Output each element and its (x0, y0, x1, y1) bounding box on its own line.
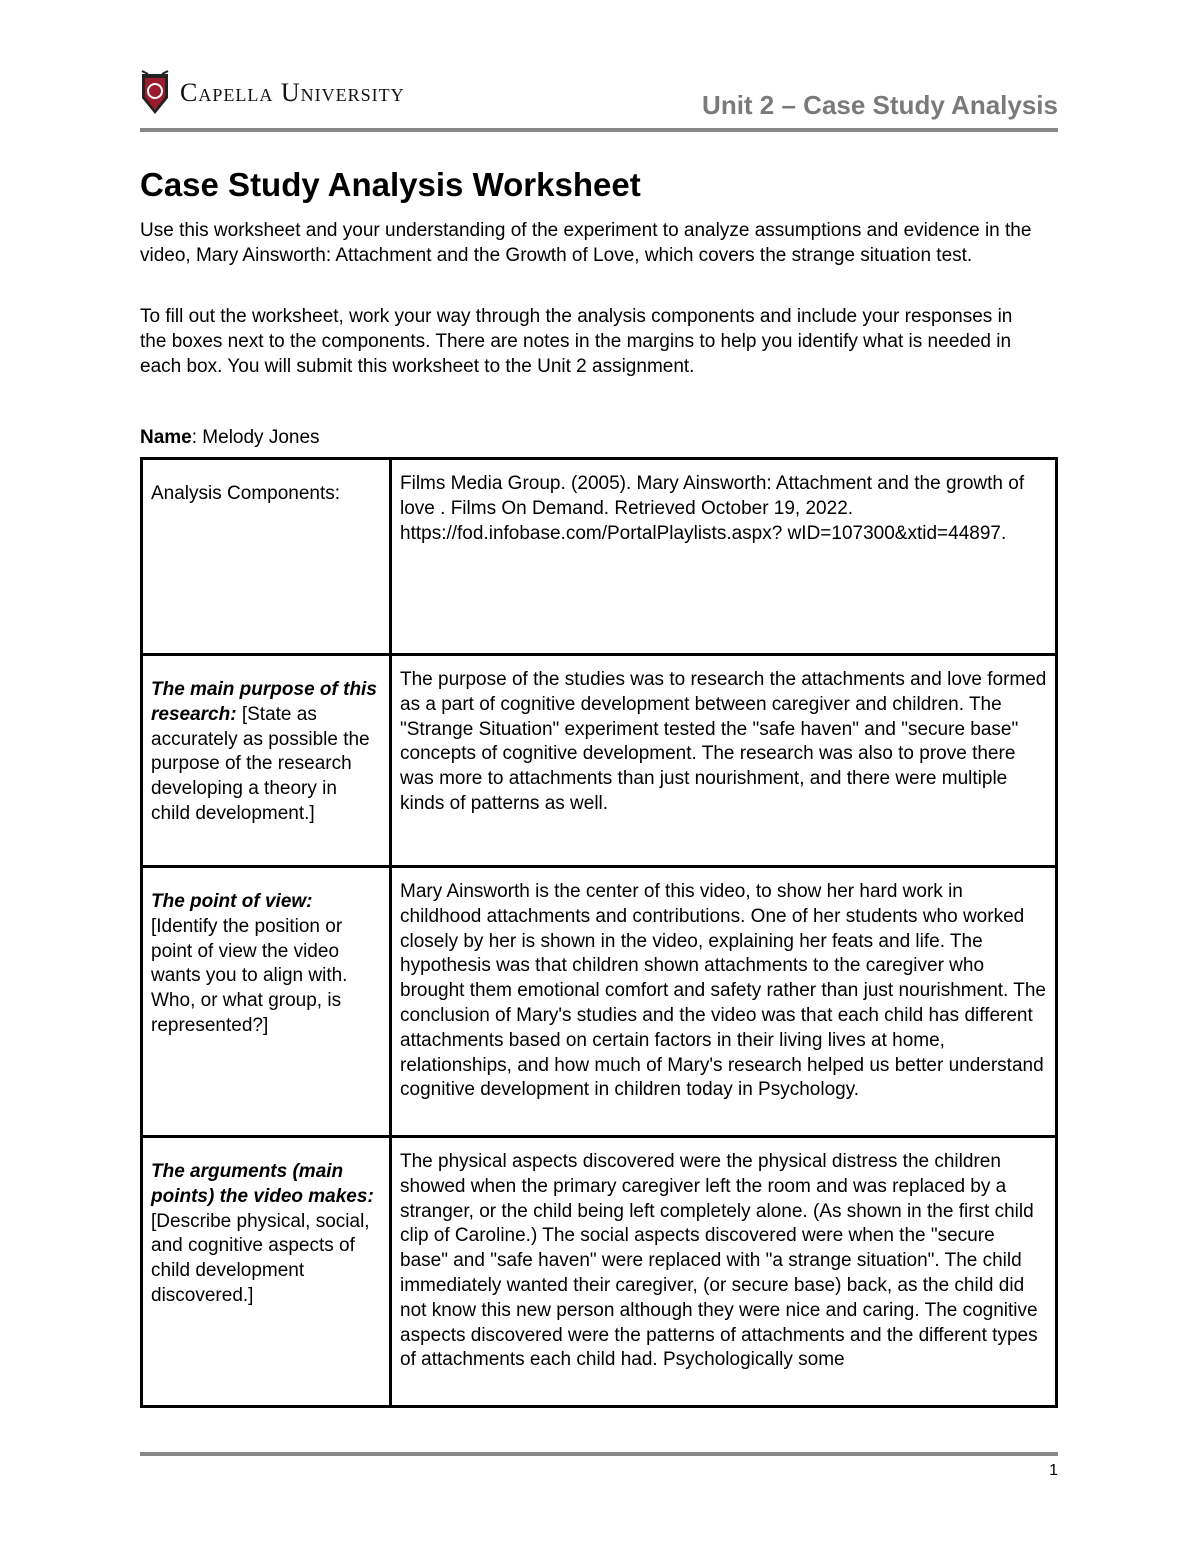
table-row (142, 1137, 1057, 1407)
component-cell (142, 655, 391, 867)
table-row (142, 867, 1057, 1137)
component-note: [Describe physical, social, and cognitive aspects of child development discovered.] (151, 1210, 370, 1306)
component-heading: The main purpose of this research: (151, 679, 377, 725)
capella-logo (140, 70, 405, 116)
response-cell: Films Media Group. (2005). Mary Ainsworth: Attachment and the growth of love . Films On Demand. Retrieved October 19, 2022. https://fod.infobase.com/PortalPlaylists.aspx? wID=107300&xtid=44897. (391, 459, 1057, 655)
component-note: [State as accurately as possible the purpose of the research developing a theory in child development.] (151, 703, 370, 824)
intro-paragraph-1: Use this worksheet and your understanding of the experiment to analyze assumptions and evidence in the video, Mary Ainsworth: Attachment and the Growth of Love, which covers the strange situation test. (140, 220, 1032, 266)
name-label: Name (140, 427, 192, 448)
capella-shield-icon (140, 70, 170, 116)
response-cell: The purpose of the studies was to research the attachments and love formed as a part of cognitive development between caregiver and children. The "Strange Situation" experiment tested the "safe haven" and "secure base" concepts of cognitive development. The research was also to prove there was more to attachments than just nourishment, and there were multiple kinds of patterns as well. (391, 655, 1057, 867)
component-cell (142, 867, 391, 1137)
table-row (142, 459, 1057, 655)
response-cell: The physical aspects discovered were the physical distress the children showed when the primary caregiver left the room and was replaced by a stranger, or the child being left completely alone. (As shown in the first child clip of Caroline.) The social aspects discovered were when the "secure base" and "safe haven" were replaced with "a strange situation". The child immediately wanted their caregiver, (or secure base) back, as the child did not know this new person although they were nice and caring. The cognitive aspects discovered were the patterns of attachments and the different types of attachments each child had. Psychologically some (391, 1137, 1057, 1407)
component-heading: The arguments (main points) the video makes: (151, 1161, 374, 1207)
table-row (142, 655, 1057, 867)
component-cell (142, 1137, 391, 1407)
header-divider (140, 128, 1058, 132)
analysis-table (140, 457, 1058, 1408)
university-name: Capella University (180, 78, 405, 107)
response-cell: Mary Ainsworth is the center of this video, to show her hard work in childhood attachments and contributions. One of her students who worked closely by her is shown in the video, explaining her feats and life. The hypothesis was that children shown attachments to the caregiver who brought them emotional comfort and safety rather than just nourishment. The conclusion of Mary's studies and the video was that each child has different attachments based on certain factors in their living lives at home, relationships, and how much of Mary's research helped us better understand cognitive development in children today in Psychology. (391, 867, 1057, 1137)
component-note: [Identify the position or point of view the video wants you to align with. Who, or what group, is represented?] (151, 915, 348, 1036)
component-heading: The point of view: (151, 891, 313, 912)
page-number: 1 (1049, 1462, 1058, 1479)
component-label: Analysis Components: (151, 483, 341, 504)
footer-divider (140, 1452, 1058, 1456)
name-value: : Melody Jones (191, 427, 320, 448)
page-title: Case Study Analysis Worksheet (140, 166, 641, 203)
component-cell (142, 459, 391, 655)
unit-title: Unit 2 – Case Study Analysis (702, 90, 1058, 120)
student-name (140, 427, 320, 449)
intro-paragraph-2: To fill out the worksheet, work your way through the analysis components and include your responses in the boxes next to the components. There are notes in the margins to help you identify what is needed in each box. You will submit this worksheet to the Unit 2 assignment. (140, 306, 1013, 377)
